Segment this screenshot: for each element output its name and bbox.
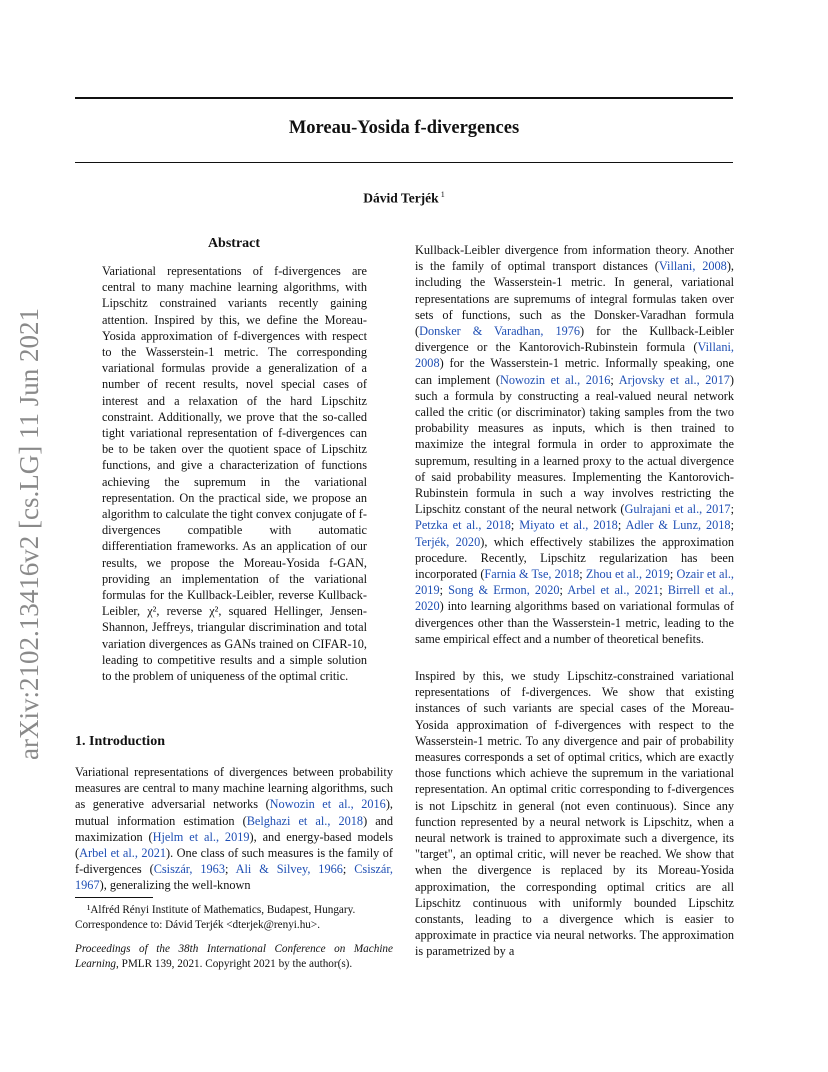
citation-link[interactable]: Villani, 2008 <box>415 340 734 371</box>
citation-link[interactable]: Petzka et al., 2018 <box>415 518 511 533</box>
footnote-affiliation: ¹Alfréd Rényi Institute of Mathematics, Budapest, Hungary. <box>87 904 356 916</box>
author-name: Dávid Terjék <box>363 190 439 206</box>
citation-link[interactable]: Zhou et al., 2019 <box>585 567 670 582</box>
citation-link[interactable]: Adler & Lunz, 2018 <box>625 518 731 533</box>
proceedings-venue: Proceedings of the 38th International Conference on Machine Learning <box>75 943 393 970</box>
body-text: ; <box>610 372 619 387</box>
body-text: ), including the Wasserstein-1 metric. In general, variational representations are supremums of integral formulas taken over sets of functions, such as the Donsker-Varadhan formula ( <box>415 259 734 339</box>
citation-link[interactable]: Farnia & Tse, 2018 <box>484 567 580 582</box>
body-text: Variational representations of divergences between probability measures are central to many machine learning algorithms, such as generative adversarial networks ( <box>75 765 393 812</box>
citation-link[interactable]: Belghazi et al., 2018 <box>246 813 364 828</box>
title-bottom-rule <box>75 162 733 163</box>
arxiv-identifier[interactable]: arXiv:2102.13416v2 [cs.LG] 11 Jun 2021 <box>14 308 44 760</box>
body-text: ; <box>510 518 520 533</box>
body-text: ; <box>669 567 677 582</box>
author-line <box>75 190 733 207</box>
body-text: ) into learning algorithms based on variational formulas of divergences other than the Wasserstein-1 metric, leading to the same empirical effect and a number of theoretical benefits. <box>415 599 734 646</box>
body-text: ), mutual information estimation ( <box>75 797 393 828</box>
body-text: ; <box>559 583 568 598</box>
body-text: ; <box>730 502 734 517</box>
proceedings-notice <box>75 942 393 971</box>
citation-link[interactable]: Ozair et al., 2019 <box>415 567 735 598</box>
abstract-heading: Abstract <box>207 236 261 251</box>
body-text: ; <box>617 518 626 533</box>
author-affiliation-mark: 1 <box>440 190 445 199</box>
body-text: ; <box>579 567 586 582</box>
section-heading-introduction: 1. Introduction <box>75 734 165 749</box>
citation-link[interactable]: Nowozin et al., 2016 <box>499 372 611 387</box>
body-text: ), which effectively stabilizes the approximation procedure. Recently, Lipschitz regularization has been incorporated ( <box>415 534 734 582</box>
citation-link[interactable]: Arbel et al., 2021 <box>79 846 167 861</box>
citation-link[interactable]: Arbel et al., 2021 <box>567 583 660 598</box>
paper-title: Moreau-Yosida f-divergences <box>288 118 520 138</box>
citation-link[interactable]: Donsker & Varadhan, 1976 <box>419 324 581 339</box>
citation-link[interactable]: Arjovsky et al., 2017 <box>618 372 730 387</box>
body-text: ) for the Wasserstein-1 metric. Informally speaking, one can implement ( <box>415 356 734 387</box>
body-text: ) such a formula by constructing a real-valued neural network called the critic (or discriminator) taking samples from the two probability measures as inputs, which is then trained to maximize the integral formula in order to approximate the supremum, resulting in a learned proxy to the actual divergence of said probability measures. Implementing the Kantorovich-Rubinstein formula in such a way involves restricting the Lipschitz constant of the neural network ( <box>415 372 734 517</box>
body-text: ; <box>730 518 734 533</box>
abstract-body: Variational representations of f-divergences are central to many machine learning algorithms, with Lipschitz constrained variants recently gaining attention. Inspired by this, we define the Moreau-Yosida approximation of f-divergences with respect to the Wasserstein-1 metric. The corresponding variational formulas provide a generalization of a number of recent results, novel special cases of interest and a relaxation of the hard Lipschitz constraint. Additionally, we prove that the so-called tight variational representation of f-divergences can be to be taken over the quotient space of Lipschitz functions, and give a characterization of functions achieving the supremum in the variational representation. On the practical side, we propose an algorithm to calculate the tight convex conjugate of f-divergences compatible with automatic differentiation frameworks. As an application of our results, we propose the Moreau-Yosida f-GAN, providing an implementation of the variational formulas for the Kullback-Leibler, reverse Kullback-Leibler, χ², reverse χ², squared Hellinger, Jensen-Shannon, Jeffreys, triangular discrimination and total variation divergences as GANs trained on CIFAR-10, leading to competitive results and a simple solution to the problem of uniqueness of the optimal critic. <box>102 264 367 684</box>
body-text: ; <box>659 583 668 598</box>
footnote-correspondence: Correspondence to: Dávid Terjék <dterjek@renyi.hu>. <box>75 918 320 931</box>
body-text: Kullback-Leibler divergence from information theory. Another is the family of optimal transport distances ( <box>415 243 734 274</box>
citation-link[interactable]: Csiszár, 1967 <box>75 862 394 893</box>
citation-link[interactable]: Miyato et al., 2018 <box>519 518 618 533</box>
citation-link[interactable]: Terjék, 2020 <box>415 534 481 549</box>
citation-link[interactable]: Ali & Silvey, 1966 <box>235 862 343 877</box>
citation-link[interactable]: Csiszár, 1963 <box>153 862 225 877</box>
body-text: ; <box>224 862 236 877</box>
citation-link[interactable]: Gulrajani et al., 2017 <box>624 502 731 517</box>
citation-link[interactable]: Nowozin et al., 2016 <box>269 797 386 812</box>
citation-link[interactable]: Villani, 2008 <box>658 259 727 274</box>
citation-link[interactable]: Song & Ermon, 2020 <box>448 583 560 598</box>
footnote-rule <box>75 897 153 898</box>
body-text: ; <box>342 862 355 877</box>
proceedings-copyright: , PMLR 139, 2021. Copyright 2021 by the author(s). <box>116 957 353 970</box>
introduction-paragraph <box>75 764 393 894</box>
citation-link[interactable]: Birrell et al., 2020 <box>415 583 735 614</box>
body-text: ). One class of such measures is the family of f-divergences ( <box>75 846 393 877</box>
body-text: ) for the Kullback-Leibler divergence or the Kantorovich-Rubinstein formula ( <box>415 324 734 355</box>
citation-link[interactable]: Hjelm et al., 2019 <box>152 829 250 844</box>
footnote <box>75 903 393 932</box>
right-column-paragraph-2: Inspired by this, we study Lipschitz-constrained variational representations of f-divergences. We show that existing instances of such variants are special cases of the Moreau-Yosida approximation of f-divergences with respect to the Wasserstein-1 metric. To any divergence and pair of probability measures corresponds a set of optimal critics, which are exactly those functions which achieve the supremum in the variational representation. An optimal critic corresponding to f-divergences is not Lipschitz in general (not even continuous). Since any function represented by a neural network is Lipschitz, when a neural network is trained to approximate such a divergence, its "target", an optimal critic, will never be reached. We show that when the divergence is replaced by its Moreau-Yosida approximation, the corresponding optimal critics are all Lipschitz continuous with uniformly bounded Lipschitz constants, leading to a divergence which is easier to approximate in practice via neural networks. The approximation is parametrized by a <box>415 669 734 959</box>
body-text: ), generalizing the well-known <box>99 878 251 893</box>
top-rule <box>75 97 733 99</box>
body-text: ), and energy-based models ( <box>75 829 393 861</box>
body-text: ; <box>439 583 449 598</box>
body-text: ) and maximization ( <box>75 813 393 844</box>
right-column-paragraph-1 <box>415 242 734 647</box>
